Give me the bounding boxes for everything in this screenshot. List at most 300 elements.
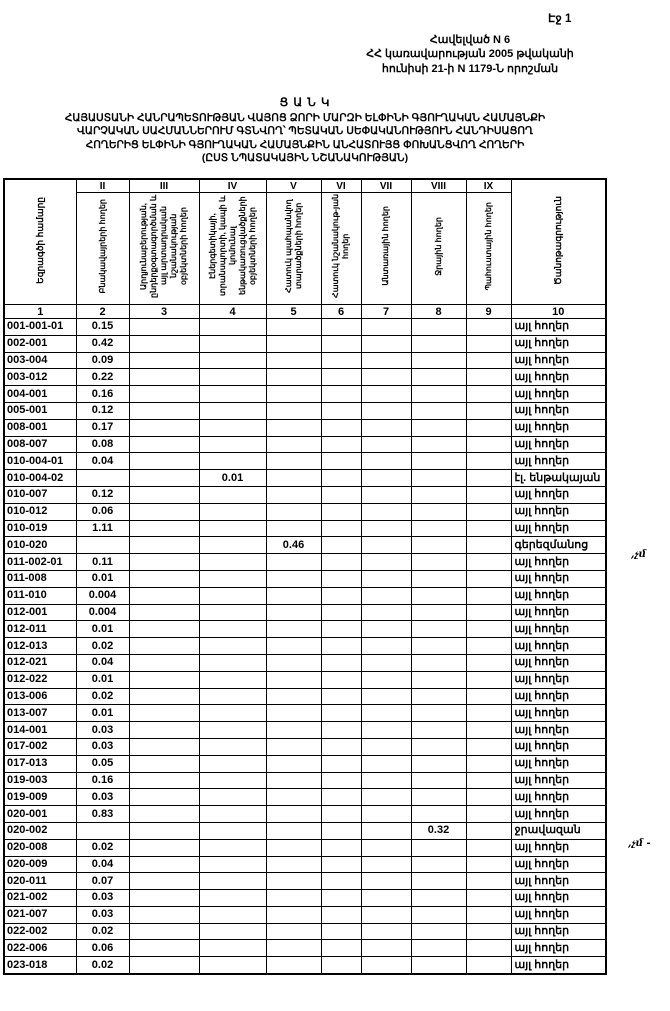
- table-row: [4, 957, 606, 974]
- area-value-cell: [266, 705, 321, 722]
- area-value-cell: [129, 369, 199, 386]
- area-value-cell: [321, 402, 361, 419]
- area-value-cell: [361, 554, 411, 571]
- code-cell: 011-002-01: [4, 554, 76, 571]
- column-number-row: [4, 305, 606, 319]
- table-row: [4, 923, 606, 940]
- area-value-cell: 0.03: [76, 722, 129, 739]
- area-value-cell: [466, 402, 511, 419]
- area-value-cell: 0.03: [76, 789, 129, 806]
- area-value-cell: 0.02: [76, 957, 129, 974]
- area-value-cell: [466, 638, 511, 655]
- area-value-cell: [266, 470, 321, 487]
- table-row: [4, 906, 606, 923]
- area-value-cell: [411, 688, 466, 705]
- roman-numeral: VIII: [411, 179, 466, 193]
- note-cell: այլ հողեր: [511, 856, 606, 873]
- area-value-cell: [321, 453, 361, 470]
- area-value-cell: [266, 386, 321, 403]
- note-cell: այլ հողեր: [511, 486, 606, 503]
- area-value-cell: [199, 419, 266, 436]
- code-cell: 003-004: [4, 352, 76, 369]
- col-header-reserve: Պահուստային հողեր: [466, 193, 511, 305]
- note-cell: այլ հողեր: [511, 654, 606, 671]
- area-value-cell: [361, 705, 411, 722]
- note-cell: այլ հողեր: [511, 671, 606, 688]
- area-value-cell: [129, 957, 199, 974]
- area-value-cell: [129, 386, 199, 403]
- area-value-cell: [199, 453, 266, 470]
- area-value-cell: [321, 772, 361, 789]
- area-value-cell: [266, 688, 321, 705]
- roman-numeral: IX: [466, 179, 511, 193]
- area-value-cell: [199, 789, 266, 806]
- area-value-cell: [361, 671, 411, 688]
- code-cell: 010-020: [4, 537, 76, 554]
- area-value-cell: [129, 906, 199, 923]
- area-value-cell: [466, 890, 511, 907]
- table-row: [4, 503, 606, 520]
- area-value-cell: [129, 806, 199, 823]
- area-value-cell: [321, 957, 361, 974]
- area-value-cell: 0.17: [76, 419, 129, 436]
- table-row: [4, 335, 606, 352]
- area-value-cell: [466, 923, 511, 940]
- area-value-cell: [129, 638, 199, 655]
- code-cell: 008-001: [4, 419, 76, 436]
- note-cell: այլ հողեր: [511, 688, 606, 705]
- area-value-cell: [321, 503, 361, 520]
- area-value-cell: [266, 755, 321, 772]
- area-value-cell: [466, 654, 511, 671]
- area-value-cell: [321, 386, 361, 403]
- area-value-cell: [411, 554, 466, 571]
- area-value-cell: [411, 923, 466, 940]
- area-value-cell: [199, 940, 266, 957]
- area-value-cell: [466, 722, 511, 739]
- area-value-cell: 1.11: [76, 520, 129, 537]
- area-value-cell: [361, 772, 411, 789]
- area-value-cell: [266, 587, 321, 604]
- area-value-cell: 0.83: [76, 806, 129, 823]
- area-value-cell: [266, 570, 321, 587]
- code-cell: 010-007: [4, 486, 76, 503]
- table-body: [4, 319, 606, 975]
- area-value-cell: 0.06: [76, 940, 129, 957]
- note-cell: այլ հողեր: [511, 722, 606, 739]
- area-value-cell: [466, 520, 511, 537]
- code-cell: 020-011: [4, 873, 76, 890]
- area-value-cell: [199, 822, 266, 839]
- area-value-cell: [466, 621, 511, 638]
- area-value-cell: [199, 705, 266, 722]
- table-row: [4, 419, 606, 436]
- code-cell: 013-006: [4, 688, 76, 705]
- area-value-cell: [266, 319, 321, 336]
- area-value-cell: [199, 537, 266, 554]
- area-value-cell: 0.09: [76, 352, 129, 369]
- area-value-cell: [199, 638, 266, 655]
- area-value-cell: [321, 688, 361, 705]
- area-value-cell: [199, 604, 266, 621]
- column-number: 3: [129, 305, 199, 319]
- table-row: [4, 789, 606, 806]
- column-number: 6: [321, 305, 361, 319]
- col-header-special: Հատուկ նշանակութ-յան հողեր: [321, 193, 361, 305]
- col-header-protected: Հատուկ պահպանվող տարածքների հողեր: [266, 193, 321, 305]
- area-value-cell: [129, 722, 199, 739]
- area-value-cell: [266, 822, 321, 839]
- area-value-cell: [361, 738, 411, 755]
- area-value-cell: [129, 470, 199, 487]
- area-value-cell: [129, 890, 199, 907]
- area-value-cell: [129, 738, 199, 755]
- area-value-cell: [129, 604, 199, 621]
- column-number: 7: [361, 305, 411, 319]
- area-value-cell: [321, 873, 361, 890]
- area-value-cell: 0.12: [76, 486, 129, 503]
- column-number: 8: [411, 305, 466, 319]
- note-cell: այլ հողեր: [511, 705, 606, 722]
- code-cell: 021-002: [4, 890, 76, 907]
- area-value-cell: [466, 688, 511, 705]
- area-value-cell: [466, 873, 511, 890]
- area-value-cell: [411, 419, 466, 436]
- area-value-cell: [466, 486, 511, 503]
- area-value-cell: 0.22: [76, 369, 129, 386]
- area-value-cell: [199, 369, 266, 386]
- note-cell: այլ հողեր: [511, 738, 606, 755]
- code-cell: 005-001: [4, 402, 76, 419]
- col-header-infrastructure: Էներգետիկայի, տրանսպորտի, կապի և կոմունալ ենթակառուցվածքների օբյեկտների հողեր: [199, 193, 266, 305]
- area-value-cell: [321, 621, 361, 638]
- area-value-cell: [76, 537, 129, 554]
- area-value-cell: [466, 671, 511, 688]
- page-number: Էջ 1: [548, 13, 572, 25]
- code-cell: 010-004-02: [4, 470, 76, 487]
- area-value-cell: [361, 957, 411, 974]
- table-row: [4, 537, 606, 554]
- area-value-cell: [466, 503, 511, 520]
- area-value-cell: [361, 923, 411, 940]
- area-value-cell: [411, 352, 466, 369]
- table-row: [4, 352, 606, 369]
- area-value-cell: [321, 755, 361, 772]
- area-value-cell: [361, 604, 411, 621]
- table-row: [4, 890, 606, 907]
- area-value-cell: [466, 940, 511, 957]
- code-cell: 014-001: [4, 722, 76, 739]
- area-value-cell: [411, 957, 466, 974]
- code-cell: 020-009: [4, 856, 76, 873]
- area-value-cell: [361, 688, 411, 705]
- area-value-cell: [321, 486, 361, 503]
- area-value-cell: [361, 587, 411, 604]
- note-cell: այլ հողեր: [511, 335, 606, 352]
- code-cell: 023-018: [4, 957, 76, 974]
- area-value-cell: [199, 688, 266, 705]
- code-cell: 020-008: [4, 839, 76, 856]
- note-cell: այլ հողեր: [511, 419, 606, 436]
- code-cell: 001-001-01: [4, 319, 76, 336]
- area-value-cell: [199, 386, 266, 403]
- code-cell: 008-007: [4, 436, 76, 453]
- area-value-cell: [466, 453, 511, 470]
- area-value-cell: [321, 604, 361, 621]
- area-value-cell: [411, 386, 466, 403]
- area-value-cell: [466, 419, 511, 436]
- area-value-cell: [129, 554, 199, 571]
- area-value-cell: [411, 486, 466, 503]
- area-value-cell: [361, 789, 411, 806]
- area-value-cell: [321, 520, 361, 537]
- area-value-cell: [321, 335, 361, 352]
- area-value-cell: [129, 570, 199, 587]
- area-value-cell: [466, 906, 511, 923]
- area-value-cell: 0.08: [76, 436, 129, 453]
- area-value-cell: [129, 772, 199, 789]
- table-row: [4, 638, 606, 655]
- note-cell: այլ հողեր: [511, 621, 606, 638]
- table-row: [4, 806, 606, 823]
- area-value-cell: [76, 822, 129, 839]
- note-cell: այլ հողեր: [511, 638, 606, 655]
- area-value-cell: [129, 688, 199, 705]
- area-value-cell: [411, 453, 466, 470]
- area-value-cell: [199, 671, 266, 688]
- area-value-cell: [199, 722, 266, 739]
- area-value-cell: [411, 722, 466, 739]
- appendix-line: ՀՀ կառավարության 2005 թվականի: [366, 48, 574, 61]
- area-value-cell: [321, 537, 361, 554]
- note-cell: այլ հողեր: [511, 604, 606, 621]
- area-value-cell: [411, 705, 466, 722]
- area-value-cell: [321, 839, 361, 856]
- area-value-cell: [199, 570, 266, 587]
- table-row: [4, 319, 606, 336]
- title-line: ՀՈՂԵՐԻՑ ԵԼՓԻՆԻ ԳՅՈՒՂԱԿԱՆ ՀԱՄԱՅՆՔԻՆ ԱՆՀԱՏՈՒՅՑ ՓՈԽԱՆՑՎՈՂ ՀՈՂԵՐԻ: [85, 138, 525, 151]
- note-cell: այլ հողեր: [511, 873, 606, 890]
- area-value-cell: 0.01: [76, 705, 129, 722]
- area-value-cell: [466, 856, 511, 873]
- roman-numeral: VI: [321, 179, 361, 193]
- area-value-cell: [199, 873, 266, 890]
- area-value-cell: [266, 772, 321, 789]
- area-value-cell: [361, 906, 411, 923]
- area-value-cell: [411, 738, 466, 755]
- area-value-cell: [361, 436, 411, 453]
- area-value-cell: [361, 503, 411, 520]
- note-cell: այլ հողեր: [511, 554, 606, 571]
- area-value-cell: [411, 520, 466, 537]
- area-value-cell: [321, 587, 361, 604]
- area-value-cell: [129, 319, 199, 336]
- appendix-reference: [310, 33, 630, 76]
- area-value-cell: [361, 856, 411, 873]
- table-row: [4, 856, 606, 873]
- area-value-cell: [321, 654, 361, 671]
- area-value-cell: [266, 806, 321, 823]
- note-cell: այլ հողեր: [511, 923, 606, 940]
- land-transfer-table: [3, 178, 607, 975]
- area-value-cell: [129, 335, 199, 352]
- area-value-cell: [321, 419, 361, 436]
- area-value-cell: [129, 671, 199, 688]
- area-value-cell: [199, 772, 266, 789]
- col-header-code-label: Եզրագծի համարը: [34, 197, 45, 284]
- title-line: (ԸՍՏ ՆՊԱՏԱԿԱՅԻՆ ՆՇԱՆԱԿՈՒԹՅԱՆ): [201, 152, 409, 165]
- note-cell: այլ հողեր: [511, 436, 606, 453]
- area-value-cell: [466, 806, 511, 823]
- code-cell: 019-003: [4, 772, 76, 789]
- area-value-cell: [266, 890, 321, 907]
- note-cell: այլ հողեր: [511, 587, 606, 604]
- area-value-cell: [411, 621, 466, 638]
- table-row: [4, 722, 606, 739]
- area-value-cell: 0.07: [76, 873, 129, 890]
- note-cell: այլ հողեր: [511, 839, 606, 856]
- column-number: 4: [199, 305, 266, 319]
- area-value-cell: [361, 822, 411, 839]
- area-value-cell: [266, 906, 321, 923]
- area-value-cell: [466, 554, 511, 571]
- area-value-cell: [199, 520, 266, 537]
- area-value-cell: [361, 419, 411, 436]
- area-value-cell: 0.01: [76, 570, 129, 587]
- table-row: [4, 654, 606, 671]
- area-value-cell: [321, 638, 361, 655]
- area-value-cell: [411, 570, 466, 587]
- handwritten-note: ,չմ -: [628, 838, 651, 849]
- area-value-cell: [361, 352, 411, 369]
- area-value-cell: [466, 352, 511, 369]
- area-value-cell: [129, 486, 199, 503]
- code-cell: 011-008: [4, 570, 76, 587]
- code-cell: 012-001: [4, 604, 76, 621]
- area-value-cell: [361, 520, 411, 537]
- table-row: [4, 570, 606, 587]
- handwritten-note: ,չմ: [631, 549, 646, 560]
- area-value-cell: [321, 940, 361, 957]
- area-value-cell: [361, 755, 411, 772]
- area-value-cell: [129, 822, 199, 839]
- table-row: [4, 470, 606, 487]
- area-value-cell: 0.15: [76, 319, 129, 336]
- col-header-note-label: Ծանոթագրություն: [552, 195, 563, 285]
- area-value-cell: [129, 755, 199, 772]
- area-value-cell: [411, 940, 466, 957]
- note-cell: այլ հողեր: [511, 957, 606, 974]
- table-row: [4, 554, 606, 571]
- table-row: [4, 386, 606, 403]
- code-cell: 020-002: [4, 822, 76, 839]
- area-value-cell: [411, 772, 466, 789]
- area-value-cell: [466, 604, 511, 621]
- area-value-cell: [266, 789, 321, 806]
- area-value-cell: [466, 705, 511, 722]
- code-cell: 012-013: [4, 638, 76, 655]
- area-value-cell: [199, 957, 266, 974]
- area-value-cell: [321, 923, 361, 940]
- note-cell: այլ հողեր: [511, 319, 606, 336]
- col-header-forest: Անտառային հողեր: [361, 193, 411, 305]
- area-value-cell: [129, 402, 199, 419]
- area-value-cell: [129, 436, 199, 453]
- area-value-cell: 0.32: [411, 822, 466, 839]
- title-line: ՎԱՐՉԱԿԱՆ ՍԱՀՄԱՆՆԵՐՈՒՄ ԳՏՆՎՈՂ՝ ՊԵՏԱԿԱՆ ՍԵՓԱԿԱՆՈՒԹՅՈՒՆ ՀԱՆԴԻՍԱՑՈՂ: [77, 125, 533, 138]
- area-value-cell: [411, 470, 466, 487]
- area-value-cell: [266, 923, 321, 940]
- area-value-cell: [129, 856, 199, 873]
- col-header-note: [511, 179, 606, 305]
- note-cell: այլ հողեր: [511, 520, 606, 537]
- area-value-cell: [411, 873, 466, 890]
- area-value-cell: [199, 436, 266, 453]
- area-value-cell: [411, 335, 466, 352]
- code-cell: 022-002: [4, 923, 76, 940]
- code-cell: 019-009: [4, 789, 76, 806]
- area-value-cell: [266, 957, 321, 974]
- area-value-cell: [266, 436, 321, 453]
- roman-numeral: VII: [361, 179, 411, 193]
- area-value-cell: [361, 621, 411, 638]
- area-value-cell: 0.01: [76, 621, 129, 638]
- appendix-line: Հավելված N 6: [429, 34, 511, 46]
- note-cell: այլ հողեր: [511, 789, 606, 806]
- area-value-cell: [199, 319, 266, 336]
- code-cell: 022-006: [4, 940, 76, 957]
- area-value-cell: [466, 386, 511, 403]
- table-row: [4, 822, 606, 839]
- note-cell: այլ հողեր: [511, 503, 606, 520]
- area-value-cell: [361, 470, 411, 487]
- area-value-cell: [129, 503, 199, 520]
- code-cell: 013-007: [4, 705, 76, 722]
- area-value-cell: [361, 722, 411, 739]
- area-value-cell: [129, 654, 199, 671]
- area-value-cell: 0.03: [76, 890, 129, 907]
- area-value-cell: [466, 789, 511, 806]
- area-value-cell: [129, 873, 199, 890]
- area-value-cell: [411, 789, 466, 806]
- table-row: [4, 587, 606, 604]
- area-value-cell: 0.004: [76, 587, 129, 604]
- area-value-cell: [266, 352, 321, 369]
- area-value-cell: [411, 587, 466, 604]
- area-value-cell: [266, 940, 321, 957]
- area-value-cell: [411, 839, 466, 856]
- area-value-cell: [129, 587, 199, 604]
- table-row: [4, 486, 606, 503]
- area-value-cell: [466, 738, 511, 755]
- note-cell: գերեզմանոց: [511, 537, 606, 554]
- table-row: [4, 873, 606, 890]
- area-value-cell: [321, 890, 361, 907]
- area-value-cell: 0.02: [76, 839, 129, 856]
- code-cell: 002-001: [4, 335, 76, 352]
- table-row: [4, 520, 606, 537]
- area-value-cell: [321, 470, 361, 487]
- area-value-cell: [129, 839, 199, 856]
- area-value-cell: [321, 369, 361, 386]
- area-value-cell: [321, 319, 361, 336]
- area-value-cell: [411, 755, 466, 772]
- roman-numeral: III: [129, 179, 199, 193]
- column-number: 1: [4, 305, 76, 319]
- area-value-cell: 0.42: [76, 335, 129, 352]
- area-value-cell: [466, 570, 511, 587]
- area-value-cell: [466, 319, 511, 336]
